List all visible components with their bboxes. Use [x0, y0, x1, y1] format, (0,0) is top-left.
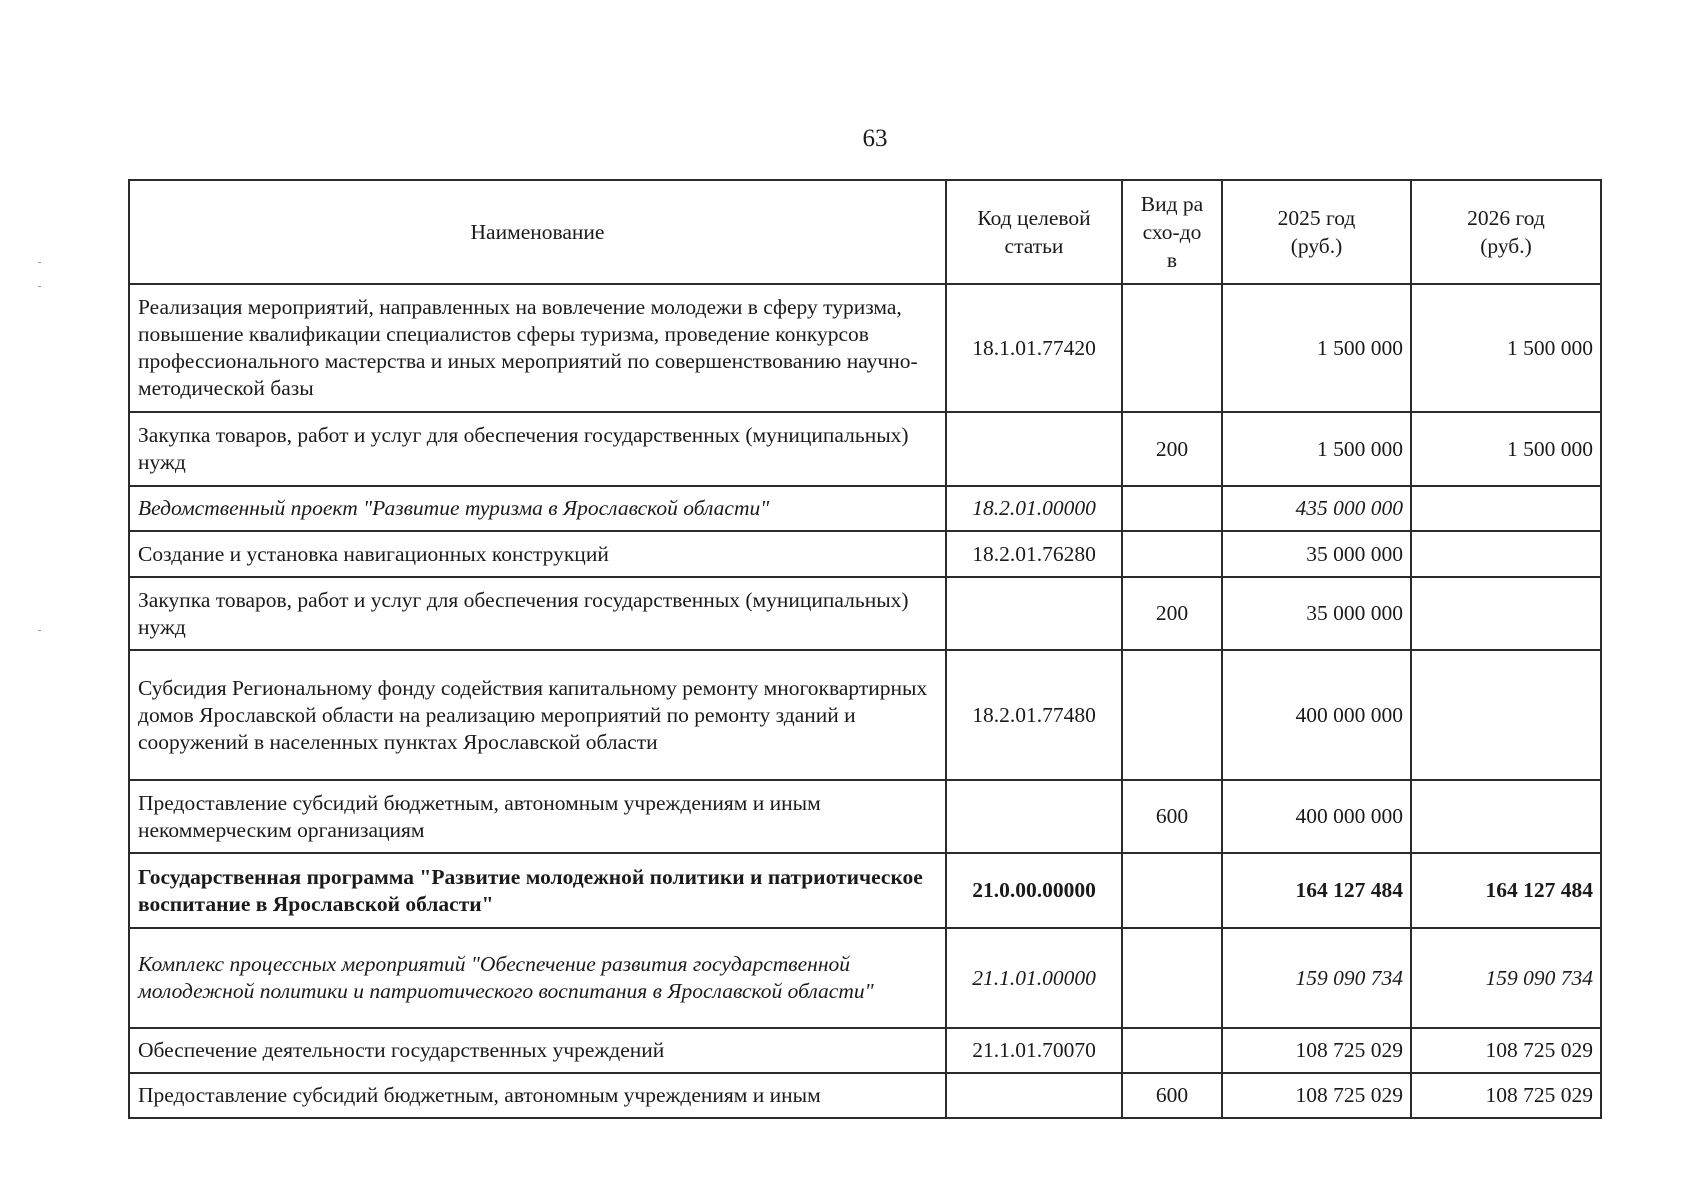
row-name: Закупка товаров, работ и услуг для обеспечения государственных (муниципальных) нужд	[129, 412, 946, 486]
header-name: Наименование	[129, 180, 946, 284]
row-kind	[1122, 928, 1222, 1028]
scan-artifacts	[38, 258, 44, 638]
table-row	[129, 284, 1601, 412]
row-2026: 1 500 000	[1411, 284, 1601, 412]
table-row	[129, 853, 1601, 928]
row-kind	[1122, 486, 1222, 531]
row-code: 18.2.01.76280	[946, 531, 1122, 577]
row-kind	[1122, 1028, 1222, 1073]
row-2026: 164 127 484	[1411, 853, 1601, 928]
row-kind: 600	[1122, 780, 1222, 853]
row-2025: 1 500 000	[1222, 412, 1411, 486]
table-header-row	[129, 180, 1601, 284]
table-row	[129, 412, 1601, 486]
row-2026	[1411, 650, 1601, 780]
row-code	[946, 1073, 1122, 1118]
row-name: Создание и установка навигационных конструкций	[129, 531, 946, 577]
table-row	[129, 650, 1601, 780]
row-code: 21.0.00.00000	[946, 853, 1122, 928]
scan-speck	[38, 262, 41, 263]
table-row	[129, 780, 1601, 853]
row-kind	[1122, 284, 1222, 412]
row-kind: 600	[1122, 1073, 1222, 1118]
row-2025: 400 000 000	[1222, 780, 1411, 853]
row-2025: 400 000 000	[1222, 650, 1411, 780]
row-2025: 108 725 029	[1222, 1028, 1411, 1073]
row-name: Субсидия Региональному фонду содействия капитальному ремонту многоквартирных домов Ярославской области на реализацию мероприятий по ремонту зданий и сооружений в населенных пунктах Ярославской области	[129, 650, 946, 780]
row-name: Предоставление субсидий бюджетным, автономным учреждениям и иным некоммерческим организациям	[129, 780, 946, 853]
row-code	[946, 780, 1122, 853]
table-row	[129, 1073, 1601, 1118]
row-name: Комплекс процессных мероприятий "Обеспечение развития государственной молодежной политики и патриотического воспитания в Ярославской области"	[129, 928, 946, 1028]
table-row	[129, 928, 1601, 1028]
row-code: 18.1.01.77420	[946, 284, 1122, 412]
row-2025: 159 090 734	[1222, 928, 1411, 1028]
row-name: Государственная программа "Развитие молодежной политики и патриотическое воспитание в Ярославской области"	[129, 853, 946, 928]
row-2025: 108 725 029	[1222, 1073, 1411, 1118]
header-2025	[1222, 180, 1411, 284]
row-2025: 35 000 000	[1222, 577, 1411, 650]
row-kind	[1122, 531, 1222, 577]
row-2026: 159 090 734	[1411, 928, 1601, 1028]
row-code: 18.2.01.77480	[946, 650, 1122, 780]
row-code	[946, 412, 1122, 486]
row-kind	[1122, 853, 1222, 928]
row-name: Закупка товаров, работ и услуг для обеспечения государственных (муниципальных) нужд	[129, 577, 946, 650]
page-number: 63	[862, 125, 888, 152]
row-name: Реализация мероприятий, направленных на вовлечение молодежи в сферу туризма, повышение квалификации специалистов сферы туризма, проведение конкурсов профессионального мастерства и иных мероприятий по совершенствованию научно-методической базы	[129, 284, 946, 412]
row-name: Обеспечение деятельности государственных учреждений	[129, 1028, 946, 1073]
row-2025: 35 000 000	[1222, 531, 1411, 577]
table-row	[129, 486, 1601, 531]
row-2026	[1411, 780, 1601, 853]
row-2025: 164 127 484	[1222, 853, 1411, 928]
header-kind	[1122, 180, 1222, 284]
scan-speck	[38, 286, 41, 287]
row-2026	[1411, 577, 1601, 650]
table-row	[129, 577, 1601, 650]
row-code: 21.1.01.70070	[946, 1028, 1122, 1073]
row-code: 18.2.01.00000	[946, 486, 1122, 531]
row-code	[946, 577, 1122, 650]
row-2026	[1411, 486, 1601, 531]
header-2026-label: 2026 год (руб.)	[1467, 206, 1545, 258]
header-code	[946, 180, 1122, 284]
table-row	[129, 531, 1601, 577]
header-code-label: Код целевой статьи	[977, 206, 1091, 258]
table-row	[129, 1028, 1601, 1073]
row-2026: 108 725 029	[1411, 1073, 1601, 1118]
row-kind	[1122, 650, 1222, 780]
row-2026	[1411, 531, 1601, 577]
row-2026: 1 500 000	[1411, 412, 1601, 486]
row-name: Предоставление субсидий бюджетным, автономным учреждениям и иным	[129, 1073, 946, 1118]
row-2025: 435 000 000	[1222, 486, 1411, 531]
row-code: 21.1.01.00000	[946, 928, 1122, 1028]
scan-speck	[38, 630, 41, 631]
row-2026: 108 725 029	[1411, 1028, 1601, 1073]
row-name: Ведомственный проект "Развитие туризма в Ярославской области"	[129, 486, 946, 531]
header-2025-label: 2025 год (руб.)	[1277, 206, 1356, 258]
row-2025: 1 500 000	[1222, 284, 1411, 412]
budget-table	[128, 179, 1602, 1119]
header-kind-label: Вид расхо-дов	[1140, 192, 1204, 272]
header-2026	[1411, 180, 1601, 284]
row-kind: 200	[1122, 412, 1222, 486]
row-kind: 200	[1122, 577, 1222, 650]
